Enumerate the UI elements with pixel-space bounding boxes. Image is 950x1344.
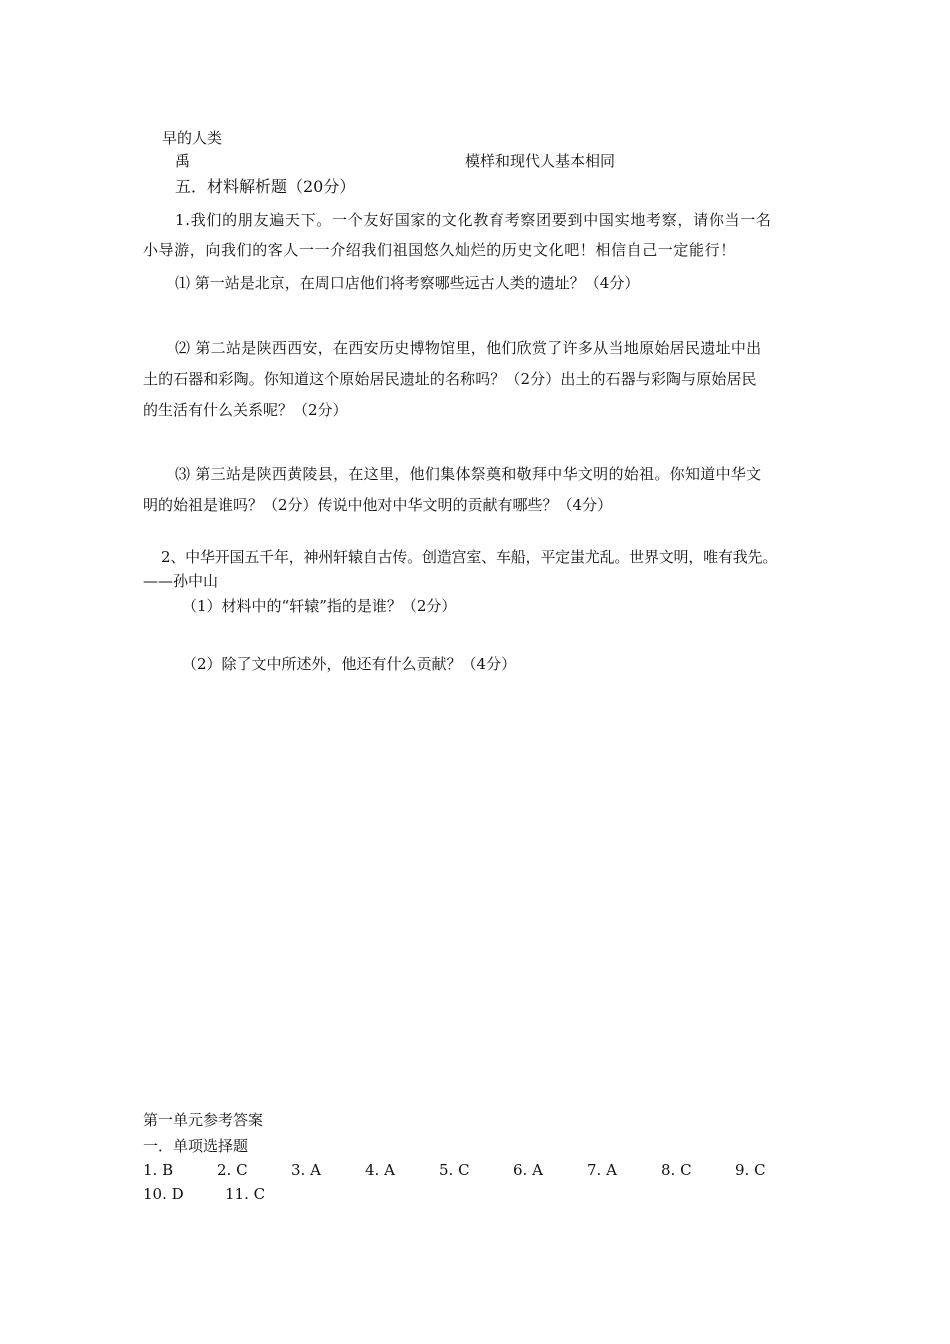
sub-question: ⑴ 第一站是北京，在周口店他们将考察哪些远古人类的遗址？（4分）: [175, 274, 640, 292]
sub-question: ⑶ 第三站是陕西黄陵县，在这里，他们集体祭奠和敬拜中华文明的始祖。你知道中华文: [175, 465, 762, 483]
quote-attribution: ——孙中山: [143, 572, 219, 590]
question-2-quote: 2、中华开国五千年，神州轩辕自古传。创造宫室、车船，平定蚩尤乱。世界文明，唯有我先。: [161, 548, 778, 566]
sub-question: 的生活有什么关系呢？（2分）: [143, 401, 348, 419]
answer-item: 5. C: [439, 1161, 470, 1179]
answer-item: 1. B: [143, 1161, 174, 1179]
fragment-text: 模样和现代人基本相同: [465, 152, 616, 170]
section-heading: 五．材料解析题（20分）: [175, 177, 356, 196]
answer-item: 6. A: [513, 1161, 543, 1179]
sub-question: （1）材料中的“轩辕”指的是谁？（2分）: [182, 597, 457, 615]
fragment-text: 早的人类: [162, 129, 223, 147]
sub-question: 明的始祖是谁吗？（2分）传说中他对中华文明的贡献有哪些？（4分）: [143, 496, 613, 514]
answer-item: 9. C: [735, 1161, 766, 1179]
answer-row: [143, 1184, 265, 1204]
sub-question: ⑵ 第二站是陕西西安，在西安历史博物馆里，他们欣赏了许多从当地原始居民遗址中出: [175, 339, 762, 357]
answer-item: 11. C: [225, 1185, 266, 1203]
answers-section-heading: 一．单项选择题: [143, 1137, 249, 1155]
fragment-text: 禹: [175, 152, 191, 170]
answer-item: 2. C: [217, 1161, 248, 1179]
answer-item: 3. A: [291, 1161, 321, 1179]
answers-title: 第一单元参考答案: [143, 1111, 264, 1129]
answer-item: 4. A: [365, 1161, 395, 1179]
sub-question: （2）除了文中所述外，他还有什么贡献？（4分）: [182, 655, 517, 673]
question-1-text: 小导游，向我们的客人一一介绍我们祖国悠久灿烂的历史文化吧！相信自己一定能行！: [143, 241, 736, 259]
answer-row: [143, 1160, 766, 1180]
answer-item: 10. D: [143, 1185, 184, 1203]
answer-item: 8. C: [661, 1161, 692, 1179]
answer-item: 7. A: [587, 1161, 617, 1179]
question-1-text: 1.我们的朋友遍天下。一个友好国家的文化教育考察团要到中国实地考察，请你当一名: [175, 211, 772, 229]
sub-question: 土的石器和彩陶。你知道这个原始居民遗址的名称吗？（2分）出土的石器与彩陶与原始居民: [143, 370, 757, 388]
